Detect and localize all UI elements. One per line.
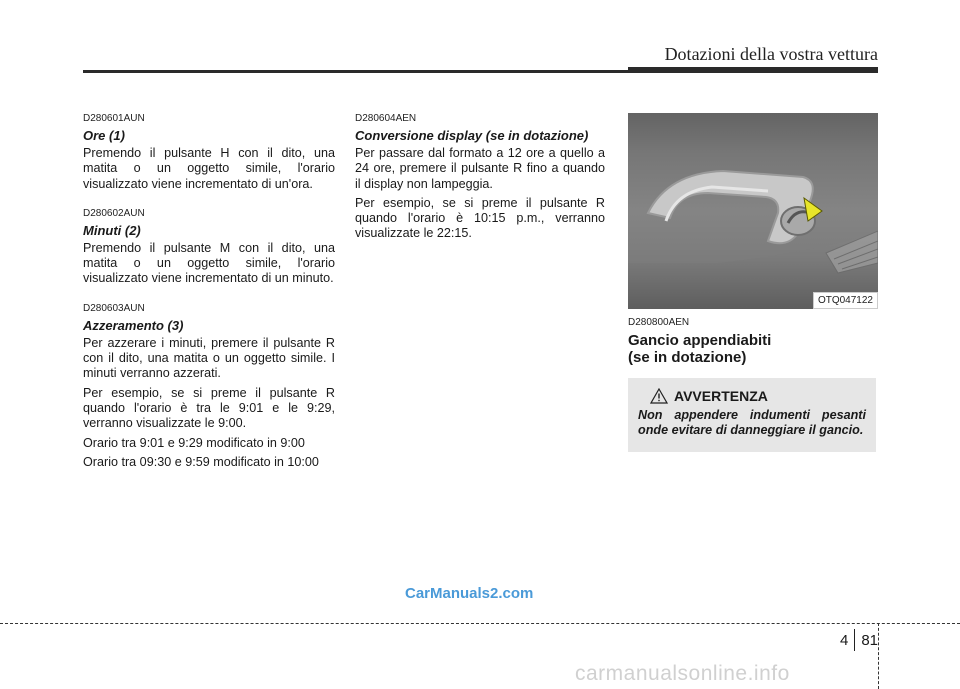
- page-number-value: 81: [861, 631, 878, 649]
- warning-text: Non appendere indumenti pesanti onde evitare di danneggiare il gancio.: [638, 408, 866, 437]
- coat-hook-photo: [628, 113, 878, 309]
- section-code: D280603AUN: [83, 302, 145, 314]
- column-right: [628, 113, 878, 452]
- footer-divider: [0, 623, 960, 624]
- watermark-link[interactable]: CarManuals2.com: [405, 585, 534, 602]
- warning-header: [650, 388, 866, 404]
- paragraph: Per passare dal formato a 12 ore a quello a 24 ore, premere il pulsante R fino a quando il display non lampeggia.: [355, 146, 605, 191]
- warning-title: AVVERTENZA: [674, 388, 768, 404]
- warning-box: [628, 378, 876, 452]
- warning-triangle-icon: [650, 388, 668, 404]
- section-subtitle: Minuti (2): [83, 222, 141, 238]
- section-subtitle: Azzeramento (3): [83, 317, 184, 333]
- column-left: [83, 113, 335, 474]
- section-code: D280602AUN: [83, 207, 145, 219]
- section-title-line1: Gancio appendiabiti: [628, 332, 772, 349]
- coat-hook-illustration: [628, 113, 878, 309]
- paragraph: Per azzerare i minuti, premere il pulsante R con il dito, una matita o un oggetto simile. I minuti verranno azzerati.: [83, 335, 335, 381]
- section-code: D280800AEN: [628, 317, 690, 328]
- paragraph: Orario tra 9:01 e 9:29 modificato in 9:00: [83, 435, 305, 450]
- section-title: [628, 332, 878, 366]
- section-subtitle: Ore (1): [83, 128, 125, 143]
- section-title-line2: (se in dotazione): [628, 349, 747, 366]
- bottom-watermark: carmanualsonline.info: [575, 662, 790, 685]
- chapter-number: 4: [839, 631, 849, 649]
- page-number: [840, 629, 878, 651]
- page-header-title: Dotazioni della vostra vettura: [664, 44, 878, 64]
- section-subtitle: Conversione display (se in dotazione): [355, 128, 589, 143]
- section-code: D280601AUN: [83, 113, 145, 124]
- paragraph: Orario tra 09:30 e 9:59 modificato in 10:00: [83, 454, 319, 469]
- header-rule-accent: [628, 67, 878, 71]
- image-caption: OTQ047122: [813, 292, 878, 309]
- footer-vertical-divider: [878, 623, 879, 689]
- section-code: D280604AEN: [355, 113, 417, 124]
- paragraph: Premendo il pulsante H con il dito, una matita o un oggetto simile, l'orario visualizzato viene incrementato di un'ora.: [83, 146, 335, 191]
- paragraph: Per esempio, se si preme il pulsante R quando l'orario è 10:15 p.m., verranno visualizzate le 22:15.: [355, 195, 605, 241]
- column-middle: [355, 113, 605, 246]
- paragraph: Premendo il pulsante M con il dito, una matita o un oggetto simile, l'orario visualizzato viene incrementato di un minuto.: [83, 240, 335, 286]
- paragraph: Per esempio, se si preme il pulsante R quando l'orario è tra le 9:01 e le 9:29, verranno visualizzate le 9:00.: [83, 385, 335, 431]
